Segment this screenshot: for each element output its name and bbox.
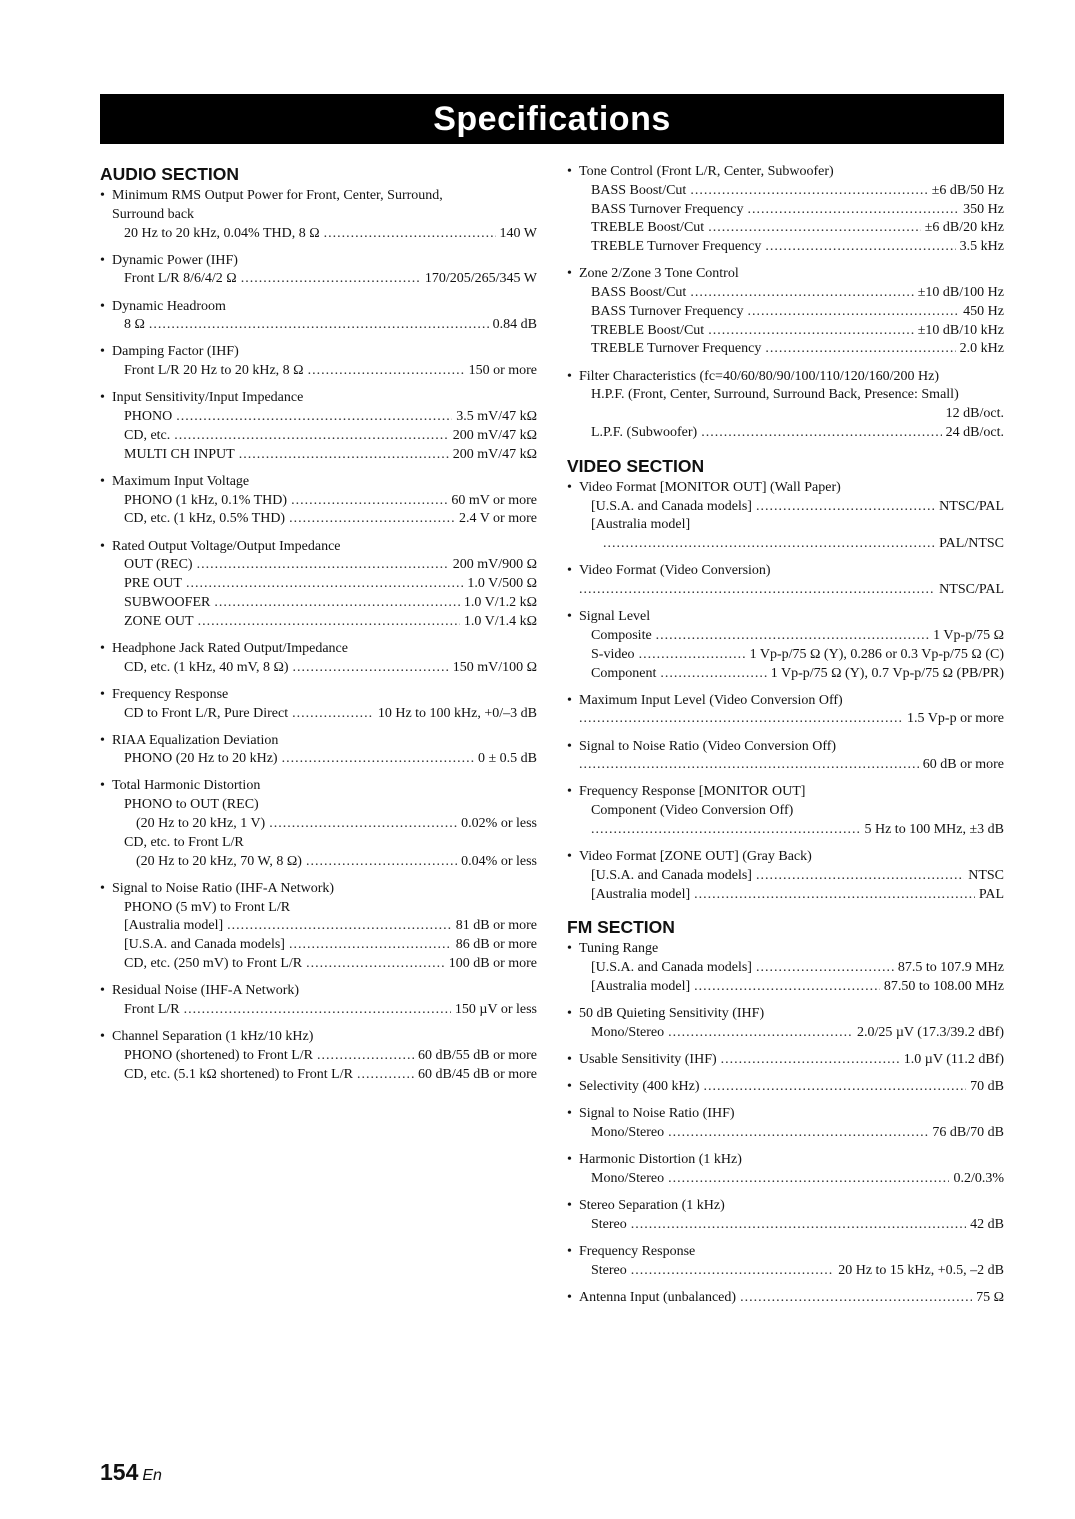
spec-row (567, 1216, 1004, 1235)
spec-row (567, 959, 1004, 978)
spec-title: • Frequency Response (567, 1243, 1004, 1262)
spec-title: • Video Format [ZONE OUT] (Gray Back) (567, 848, 1004, 867)
spec-label: L.P.F. (Subwoofer) (591, 424, 698, 440)
spec-item (567, 163, 1004, 257)
spec-row (100, 815, 537, 834)
spec-item (100, 1028, 537, 1084)
spec-value: 24 dB/oct. (945, 424, 1004, 440)
spec-title: • Selectivity (400 kHz) (579, 1079, 700, 1095)
spec-title: • Headphone Jack Rated Output/Impedance (100, 640, 537, 659)
spec-item (567, 1105, 1004, 1143)
spec-item (567, 1197, 1004, 1235)
spec-item (100, 732, 537, 770)
spec-label: Mono/Stereo (591, 1125, 665, 1141)
spec-title: • Tuning Range (567, 940, 1004, 959)
spec-subhead: CD, etc. to Front L/R (124, 834, 244, 850)
spec-value: 1 Vp-p/75 Ω (Y), 0.286 or 0.3 Vp-p/75 Ω (C) (749, 646, 1004, 662)
spec-value: 200 mV/900 Ω (452, 557, 537, 573)
fm-section-heading: FM SECTION (567, 917, 675, 938)
spec-value: 2.4 V or more (458, 511, 537, 527)
spec-label: BASS Turnover Frequency (591, 201, 744, 217)
spec-row (567, 322, 1004, 341)
spec-title: • Dynamic Power (IHF) (100, 252, 537, 271)
spec-label: SUBWOOFER (124, 594, 211, 610)
spec-title: • 50 dB Quieting Sensitivity (IHF) (567, 1005, 1004, 1024)
spec-value: ±10 dB/10 kHz (917, 322, 1004, 338)
spec-label: OUT (REC) (124, 557, 193, 573)
spec-row (567, 219, 1004, 238)
spec-row (567, 340, 1004, 359)
spec-label: [Australia model] (591, 886, 691, 902)
spec-item (567, 940, 1004, 996)
spec-item (567, 692, 1004, 730)
spec-row (567, 1262, 1004, 1281)
spec-value: 87.5 to 107.9 MHz (897, 960, 1004, 976)
spec-row (567, 665, 1004, 684)
spec-value: ±6 dB/20 kHz (924, 220, 1004, 236)
spec-value: 170/205/265/345 W (424, 271, 537, 287)
spec-value: 0.02% or less (461, 816, 537, 832)
spec-row (567, 710, 1004, 729)
spec-row (567, 535, 1004, 554)
spec-row (567, 1124, 1004, 1143)
spec-value: NTSC/PAL (939, 498, 1004, 514)
spec-item (100, 343, 537, 381)
spec-row (100, 575, 537, 594)
spec-title: • Stereo Separation (1 kHz) (567, 1197, 1004, 1216)
spec-title: • Total Harmonic Distortion (100, 777, 537, 796)
spec-label: Mono/Stereo (591, 1024, 665, 1040)
spec-row (567, 1078, 1004, 1097)
spec-item (100, 538, 537, 632)
spec-value: 10 Hz to 100 kHz, +0/–3 dB (377, 705, 537, 721)
page-number (100, 1459, 162, 1486)
spec-row (567, 821, 1004, 840)
spec-label: 8 Ω (124, 317, 145, 333)
spec-title: • Maximum Input Level (Video Conversion Off) (567, 692, 1004, 711)
spec-value: 20 Hz to 15 kHz, +0.5, –2 dB (838, 1262, 1004, 1278)
spec-title: • Signal to Noise Ratio (Video Conversion Off) (567, 738, 1004, 757)
spec-title: • Rated Output Voltage/Output Impedance (100, 538, 537, 557)
spec-row (100, 1066, 537, 1085)
spec-value: 86 dB or more (455, 937, 537, 953)
spec-title: • Filter Characteristics (fc=40/60/80/90/100/110/120/160/200 Hz) (567, 368, 1004, 387)
spec-label: TREBLE Boost/Cut (591, 322, 705, 338)
spec-row (100, 1047, 537, 1066)
spec-item (567, 783, 1004, 839)
spec-item (567, 368, 1004, 443)
language-code: En (142, 1467, 162, 1484)
spec-item (567, 1005, 1004, 1043)
spec-title: • Minimum RMS Output Power for Front, Center, Surround, (100, 187, 537, 206)
spec-item (100, 298, 537, 336)
spec-subhead: PHONO (5 mV) to Front L/R (124, 899, 291, 915)
spec-title: • Antenna Input (unbalanced) (579, 1289, 737, 1305)
spec-value: 3.5 mV/47 kΩ (456, 409, 537, 425)
spec-label: Front L/R (124, 1001, 180, 1017)
spec-item (567, 562, 1004, 600)
spec-item (100, 982, 537, 1020)
spec-value: 1.0 µV (11.2 dBf) (903, 1052, 1004, 1068)
spec-title: • Input Sensitivity/Input Impedance (100, 389, 537, 408)
spec-row (100, 917, 537, 936)
spec-label: 20 Hz to 20 kHz, 0.04% THD, 8 Ω (124, 225, 320, 241)
spec-row (567, 182, 1004, 201)
spec-value: 76 dB/70 dB (932, 1125, 1004, 1141)
spec-value: 100 dB or more (448, 955, 537, 971)
spec-value: 350 Hz (963, 201, 1004, 217)
spec-subhead: [Australia model] (591, 517, 691, 533)
spec-label: (20 Hz to 20 kHz, 70 W, 8 Ω) (136, 853, 302, 869)
spec-row (100, 659, 537, 678)
spec-row (100, 408, 537, 427)
spec-item (567, 1243, 1004, 1281)
spec-item (567, 848, 1004, 904)
spec-value: 200 mV/47 kΩ (452, 446, 537, 462)
spec-item (100, 880, 537, 974)
spec-value: ±6 dB/50 Hz (931, 182, 1004, 198)
spec-title: • Video Format (Video Conversion) (567, 562, 1004, 581)
spec-value: 2.0/25 µV (17.3/39.2 dBf) (856, 1024, 1004, 1040)
spec-value: 60 dB or more (922, 757, 1004, 773)
spec-subhead: H.P.F. (Front, Center, Surround, Surround Back, Presence: Small) (591, 387, 959, 403)
spec-row (567, 978, 1004, 997)
spec-label: [U.S.A. and Canada models] (591, 960, 752, 976)
spec-value: 42 dB (970, 1216, 1004, 1232)
spec-value: 450 Hz (963, 303, 1004, 319)
spec-row (100, 225, 537, 244)
spec-row (567, 424, 1004, 443)
spec-row (567, 646, 1004, 665)
spec-value: 0.2/0.3% (953, 1170, 1004, 1186)
spec-value: 60 dB/45 dB or more (418, 1066, 537, 1082)
spec-label: BASS Boost/Cut (591, 285, 687, 301)
spec-title: • Signal Level (567, 608, 1004, 627)
spec-row (567, 405, 1004, 424)
spec-item (100, 389, 537, 464)
spec-label: TREBLE Boost/Cut (591, 220, 705, 236)
spec-label: CD, etc. (124, 427, 171, 443)
spec-item (100, 252, 537, 290)
spec-value: 1.0 V/1.4 kΩ (463, 613, 537, 629)
spec-label: ZONE OUT (124, 613, 194, 629)
spec-label: PHONO (1 kHz, 0.1% THD) (124, 492, 288, 508)
right-column (567, 163, 1004, 1316)
spec-item (567, 1078, 1004, 1097)
spec-row (567, 581, 1004, 600)
spec-title: • Residual Noise (IHF-A Network) (100, 982, 537, 1001)
spec-value: 60 mV or more (451, 492, 537, 508)
spec-value: 5 Hz to 100 MHz, ±3 dB (864, 821, 1004, 837)
spec-label: (20 Hz to 20 kHz, 1 V) (136, 816, 266, 832)
spec-label: Mono/Stereo (591, 1170, 665, 1186)
spec-label: [U.S.A. and Canada models] (124, 937, 285, 953)
spec-title: • Frequency Response (100, 686, 537, 705)
spec-value: 1.0 V/1.2 kΩ (463, 594, 537, 610)
spec-label: MULTI CH INPUT (124, 446, 235, 462)
spec-value: 150 mV/100 Ω (452, 659, 537, 675)
spec-title: • Tone Control (Front L/R, Center, Subwoofer) (567, 163, 1004, 182)
spec-title: • Harmonic Distortion (1 kHz) (567, 1151, 1004, 1170)
spec-label: BASS Boost/Cut (591, 182, 687, 198)
spec-value: 140 W (499, 225, 537, 241)
spec-label: Component (591, 665, 657, 681)
spec-title: • RIAA Equalization Deviation (100, 732, 537, 751)
spec-title: • Channel Separation (1 kHz/10 kHz) (100, 1028, 537, 1047)
audio-section-heading: AUDIO SECTION (100, 164, 240, 184)
spec-row (567, 756, 1004, 775)
spec-value: ±10 dB/100 Hz (917, 285, 1004, 301)
spec-item (100, 473, 537, 529)
spec-label: [Australia model] (591, 979, 691, 995)
spec-value: 75 Ω (976, 1289, 1004, 1305)
spec-item (567, 265, 1004, 359)
spec-row (567, 1024, 1004, 1043)
spec-item (567, 1289, 1004, 1308)
spec-label: CD, etc. (1 kHz, 40 mV, 8 Ω) (124, 659, 289, 675)
spec-row (567, 627, 1004, 646)
spec-value: 60 dB/55 dB or more (418, 1047, 537, 1063)
spec-value: 70 dB (970, 1079, 1004, 1095)
spec-item (567, 1151, 1004, 1189)
spec-label: [Australia model] (124, 918, 224, 934)
spec-row (100, 270, 537, 289)
spec-row (100, 750, 537, 769)
spec-value: PAL/NTSC (939, 536, 1004, 552)
spec-subhead: PHONO to OUT (REC) (124, 797, 259, 813)
spec-row (567, 867, 1004, 886)
spec-row (100, 955, 537, 974)
spec-value: 81 dB or more (455, 918, 537, 934)
spec-value: NTSC (968, 867, 1004, 883)
spec-row (567, 886, 1004, 905)
left-column (100, 163, 537, 1093)
spec-row (100, 594, 537, 613)
spec-label: [U.S.A. and Canada models] (591, 867, 752, 883)
spec-item (567, 738, 1004, 776)
spec-row (100, 427, 537, 446)
spec-row (567, 303, 1004, 322)
spec-row (100, 316, 537, 335)
spec-title: • Signal to Noise Ratio (IHF-A Network) (100, 880, 537, 899)
spec-label: CD, etc. (250 mV) to Front L/R (124, 955, 303, 971)
spec-label: PHONO (124, 409, 173, 425)
spec-row (100, 510, 537, 529)
spec-row (100, 613, 537, 632)
spec-item (100, 187, 537, 243)
spec-row (567, 1289, 1004, 1308)
spec-label: TREBLE Turnover Frequency (591, 239, 762, 255)
spec-label: PHONO (20 Hz to 20 kHz) (124, 751, 278, 767)
spec-item (100, 640, 537, 678)
spec-value: NTSC/PAL (939, 582, 1004, 598)
spec-value: 87.50 to 108.00 MHz (883, 979, 1004, 995)
spec-item (100, 686, 537, 724)
spec-value: 2.0 kHz (959, 341, 1004, 357)
spec-label: Stereo (591, 1216, 627, 1232)
spec-label: PRE OUT (124, 576, 182, 592)
spec-row (100, 556, 537, 575)
spec-title: • Signal to Noise Ratio (IHF) (567, 1105, 1004, 1124)
spec-label: [U.S.A. and Canada models] (591, 498, 752, 514)
spec-row (567, 1051, 1004, 1070)
spec-label: PHONO (shortened) to Front L/R (124, 1047, 313, 1063)
spec-title: • Maximum Input Voltage (100, 473, 537, 492)
spec-item (567, 1051, 1004, 1070)
spec-row (100, 853, 537, 872)
spec-item (100, 777, 537, 871)
spec-value: 3.5 kHz (959, 239, 1004, 255)
spec-row (567, 498, 1004, 517)
video-section-heading: VIDEO SECTION (567, 455, 705, 476)
spec-title: • Frequency Response [MONITOR OUT] (567, 783, 1004, 802)
spec-value: 0 ± 0.5 dB (477, 751, 537, 767)
spec-subhead: Component (Video Conversion Off) (591, 803, 794, 819)
spec-value: 200 mV/47 kΩ (452, 427, 537, 443)
page-title: Specifications (100, 94, 1004, 144)
spec-title: • Dynamic Headroom (100, 298, 537, 317)
spec-label: Composite (591, 627, 652, 643)
spec-title: • Video Format [MONITOR OUT] (Wall Paper) (567, 479, 1004, 498)
spec-item (567, 608, 1004, 683)
spec-row (100, 1001, 537, 1020)
spec-row (100, 936, 537, 955)
spec-value: PAL (978, 886, 1004, 902)
spec-label: TREBLE Turnover Frequency (591, 341, 762, 357)
spec-row (567, 284, 1004, 303)
spec-title: • Usable Sensitivity (IHF) (579, 1052, 717, 1068)
spec-label: Front L/R 8/6/4/2 Ω (124, 271, 237, 287)
spec-row (100, 362, 537, 381)
spec-value: 1.5 Vp-p or more (907, 711, 1004, 727)
spec-row (100, 705, 537, 724)
spec-value: 0.04% or less (461, 853, 537, 869)
spec-value: 12 dB/oct. (945, 406, 1004, 422)
page-number-value: 154 (100, 1459, 139, 1485)
spec-label: BASS Turnover Frequency (591, 303, 744, 319)
spec-title-cont: Surround back (112, 206, 195, 222)
spec-row (100, 446, 537, 465)
spec-row (567, 201, 1004, 220)
spec-value: 150 µV or less (454, 1001, 537, 1017)
spec-row (567, 1170, 1004, 1189)
spec-title: • Damping Factor (IHF) (100, 343, 537, 362)
spec-row (100, 492, 537, 511)
spec-label: CD, etc. (1 kHz, 0.5% THD) (124, 511, 286, 527)
spec-label: Front L/R 20 Hz to 20 kHz, 8 Ω (124, 363, 304, 379)
spec-label: Stereo (591, 1262, 627, 1278)
spec-row (567, 238, 1004, 257)
spec-value: 1 Vp-p/75 Ω (Y), 0.7 Vp-p/75 Ω (PB/PR) (770, 665, 1004, 681)
spec-label: CD to Front L/R, Pure Direct (124, 705, 289, 721)
spec-value: 150 or more (468, 363, 537, 379)
spec-title: • Zone 2/Zone 3 Tone Control (567, 265, 1004, 284)
spec-value: 1.0 V/500 Ω (467, 576, 537, 592)
spec-value: 0.84 dB (492, 317, 537, 333)
spec-item (567, 479, 1004, 554)
spec-value: 1 Vp-p/75 Ω (933, 627, 1004, 643)
spec-label: CD, etc. (5.1 kΩ shortened) to Front L/R (124, 1066, 353, 1082)
spec-label: S-video (591, 646, 635, 662)
